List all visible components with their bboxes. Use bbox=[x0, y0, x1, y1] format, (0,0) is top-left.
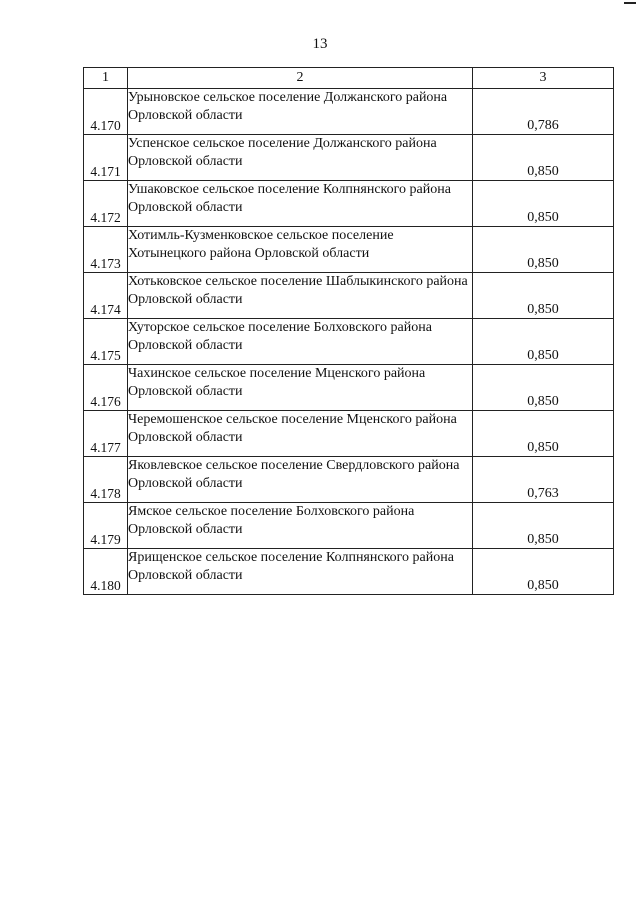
coefficient-value: 0,763 bbox=[473, 457, 614, 503]
coefficient-value: 0,850 bbox=[473, 181, 614, 227]
settlement-name: Ушаковское сельское поселение Колпнянского района Орловской области bbox=[128, 181, 473, 227]
table-row bbox=[84, 319, 614, 365]
row-number: 4.171 bbox=[84, 135, 128, 181]
table-row bbox=[84, 457, 614, 503]
table-row bbox=[84, 549, 614, 595]
settlement-name: Яковлевское сельское поселение Свердловского района Орловской области bbox=[128, 457, 473, 503]
header-col-1: 1 bbox=[84, 68, 128, 89]
row-number: 4.174 bbox=[84, 273, 128, 319]
settlement-name: Хуторское сельское поселение Болховского района Орловской области bbox=[128, 319, 473, 365]
header-col-3: 3 bbox=[473, 68, 614, 89]
row-number: 4.175 bbox=[84, 319, 128, 365]
row-number: 4.180 bbox=[84, 549, 128, 595]
coefficient-value: 0,786 bbox=[473, 89, 614, 135]
table-row bbox=[84, 411, 614, 457]
coefficient-value: 0,850 bbox=[473, 365, 614, 411]
settlement-name: Ямское сельское поселение Болховского района Орловской области bbox=[128, 503, 473, 549]
coefficient-value: 0,850 bbox=[473, 549, 614, 595]
row-number: 4.176 bbox=[84, 365, 128, 411]
settlement-name: Хотьковское сельское поселение Шаблыкинского района Орловской области bbox=[128, 273, 473, 319]
table-row bbox=[84, 273, 614, 319]
coefficient-value: 0,850 bbox=[473, 503, 614, 549]
table-row bbox=[84, 365, 614, 411]
settlement-name: Урыновское сельское поселение Должанского района Орловской области bbox=[128, 89, 473, 135]
coefficient-value: 0,850 bbox=[473, 411, 614, 457]
page-number: 13 bbox=[312, 36, 328, 52]
table-row bbox=[84, 135, 614, 181]
coefficient-value: 0,850 bbox=[473, 273, 614, 319]
row-number: 4.173 bbox=[84, 227, 128, 273]
settlement-name: Хотимль-Кузменковское сельское поселение Хотынецкого района Орловской области bbox=[128, 227, 473, 273]
row-number: 4.172 bbox=[84, 181, 128, 227]
settlement-name: Черемошенское сельское поселение Мценского района Орловской области bbox=[128, 411, 473, 457]
table-row bbox=[84, 503, 614, 549]
corner-mark bbox=[624, 2, 636, 4]
settlement-name: Ярищенское сельское поселение Колпнянского района Орловской области bbox=[128, 549, 473, 595]
settlement-name: Чахинское сельское поселение Мценского района Орловской области bbox=[128, 365, 473, 411]
row-number: 4.178 bbox=[84, 457, 128, 503]
settlements-table bbox=[83, 67, 614, 595]
row-number: 4.179 bbox=[84, 503, 128, 549]
header-col-2: 2 bbox=[128, 68, 473, 89]
table-body bbox=[84, 89, 614, 595]
settlement-name: Успенское сельское поселение Должанского района Орловской области bbox=[128, 135, 473, 181]
table-row bbox=[84, 227, 614, 273]
row-number: 4.170 bbox=[84, 89, 128, 135]
coefficient-value: 0,850 bbox=[473, 319, 614, 365]
table-row bbox=[84, 181, 614, 227]
coefficient-value: 0,850 bbox=[473, 227, 614, 273]
coefficient-value: 0,850 bbox=[473, 135, 614, 181]
row-number: 4.177 bbox=[84, 411, 128, 457]
table-row bbox=[84, 89, 614, 135]
table-header-row bbox=[84, 68, 614, 89]
